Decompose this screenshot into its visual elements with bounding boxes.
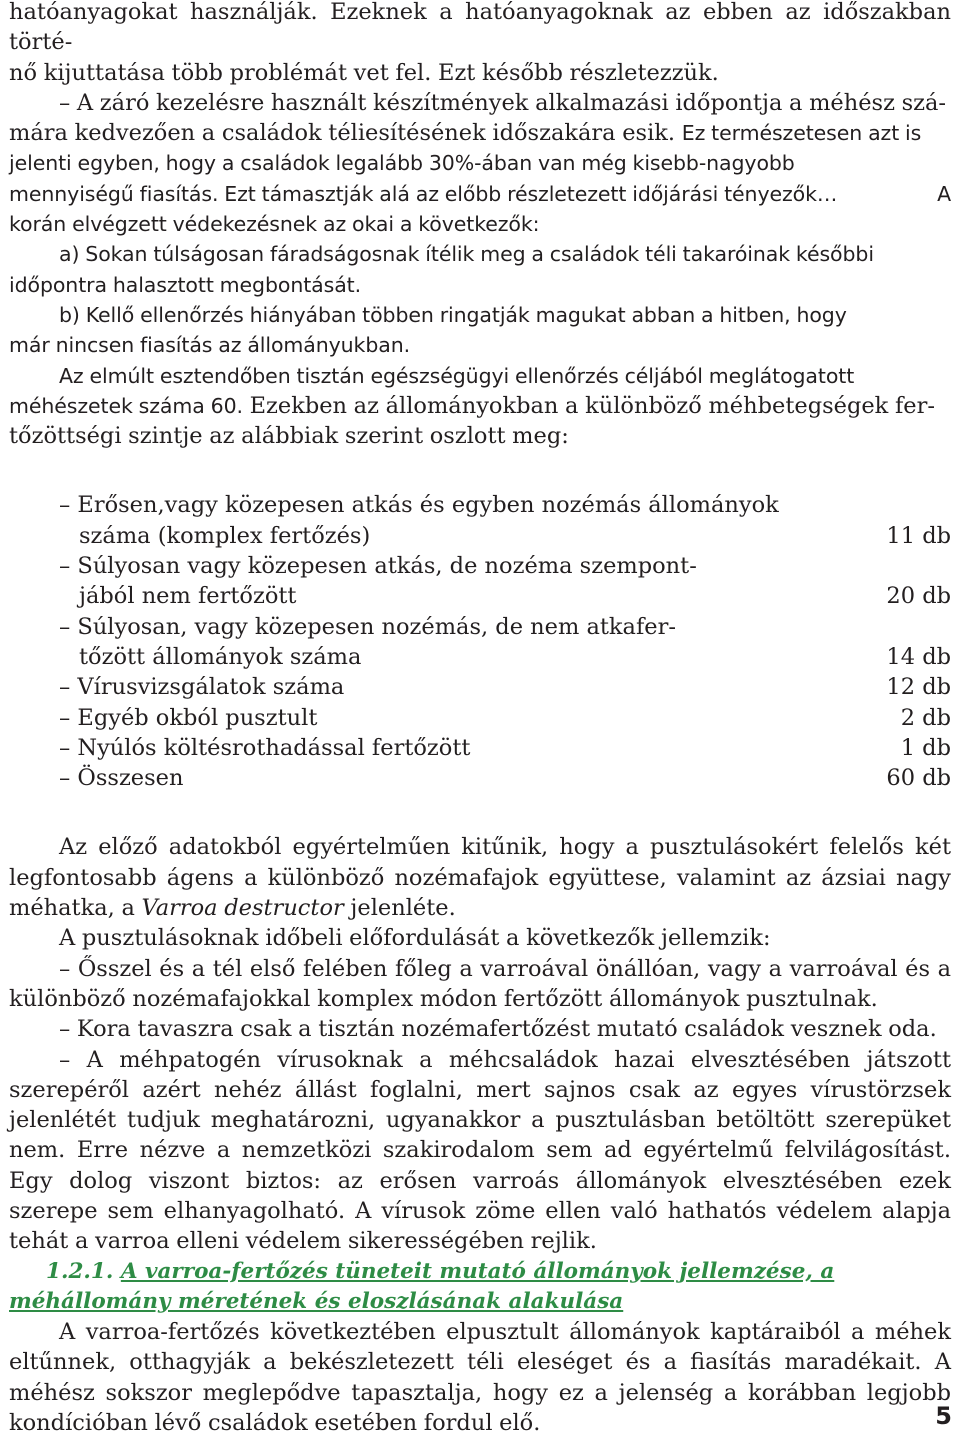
row-label: – Nyúlós költésrothadással fertőzött — [59, 734, 471, 761]
section-number: 1.2.1. — [46, 1258, 114, 1284]
species-name: Varroa destructor — [141, 895, 344, 922]
text-line: jelenti egyben, hogy a családok legalább 30%-ában van még kisebb-nagyobb — [9, 151, 795, 176]
section-heading — [9, 1257, 951, 1318]
section-title: A varroa-fertőzés tüneteit mutató állományok jellemzése, a méhállomány méretének és eloszlásának alakulása — [9, 1258, 835, 1314]
text-line: korán elvégzett védekezésnek az okai a következők: — [9, 212, 540, 237]
text-line: b) Kellő ellenőrzés hiányában többen ringatják magukat abban a hitben, hogy — [59, 302, 847, 327]
text-span: jelenléte. — [350, 895, 456, 922]
table-row — [9, 490, 951, 520]
row-value: 2 db — [900, 704, 951, 731]
paragraph: – Kora tavaszra csak a tisztán nozémafertőzést mutató családok vesznek oda. — [59, 1016, 937, 1043]
text-span: A — [937, 181, 951, 206]
text-span: Az előző adatokból egyértelműen kitűnik, hogy a pusztulásokért felelős két legfontosabb ágens a különböző nozémafajok együttese, valamint az ázsiai nagy méhatka, a — [9, 834, 951, 922]
paragraph — [9, 832, 951, 923]
text-line: – A záró kezelésre használt készítmények alkalmazási időpontja a méhész szá- — [59, 89, 947, 116]
table-row — [9, 672, 951, 702]
table-row — [9, 733, 951, 763]
text-line: időpontra halasztott megbontását. — [9, 272, 362, 297]
text-line: a) Sokan túlságosan fáradságosnak ítélik meg a családok téli takaróinak későbbi — [59, 242, 874, 267]
row-value: 60 db — [886, 765, 951, 792]
text-line — [9, 118, 951, 148]
row-label: tőzött állományok száma — [79, 643, 362, 670]
text-line: már nincsen fiasítás az állományukban. — [9, 333, 411, 358]
row-label: száma (komplex fertőzés) — [79, 522, 371, 549]
text-span: mára kedvezően a családok téliesítésének időszakára esik. — [9, 120, 676, 147]
table-row — [9, 521, 951, 551]
row-value: 20 db — [886, 583, 951, 610]
row-value: 11 db — [886, 522, 951, 549]
row-value: 14 db — [886, 643, 951, 670]
text-line: nő kijuttatása több problémát vet fel. Ezt később részletezzük. — [9, 59, 719, 86]
text-span: Ezekben az állományokban a különböző méhbetegségek fer- — [249, 392, 935, 419]
row-label: – Összesen — [59, 765, 184, 792]
table-row — [9, 642, 951, 672]
table-row — [9, 763, 951, 793]
row-label: jából nem fertőzött — [79, 583, 297, 610]
text-line: tőzöttségi szintje az alábbiak szerint oszlott meg: — [9, 423, 569, 450]
text-line: Az elmúlt esztendőben tisztán egészségügyi ellenőrzés céljából meglátogatott — [59, 363, 855, 388]
paragraph: – Ősszel és a tél első felében főleg a varroával önállóan, vagy a varroával és a különböző nozémafajokkal komplex módon fertőzött állományok pusztulnak. — [9, 955, 951, 1012]
text-line — [9, 391, 951, 421]
table-row — [9, 581, 951, 611]
page-number: 5 — [935, 1402, 952, 1430]
row-label: – Erősen,vagy közepesen atkás és egyben nozémás állományok — [59, 492, 779, 519]
table-row — [9, 703, 951, 733]
statistics-table — [9, 490, 951, 793]
row-label: – Vírusvizsgálatok száma — [59, 674, 345, 701]
table-row — [9, 551, 951, 581]
text-line — [9, 179, 951, 209]
row-label: – Egyéb okból pusztult — [59, 704, 318, 731]
text-span: Ez természetesen azt is — [681, 121, 922, 146]
analysis-block — [9, 832, 951, 1256]
row-label: – Súlyosan vagy közepesen atkás, de nozéma szempont- — [59, 553, 697, 580]
text-line: hatóanyagokat használják. Ezeknek a hatóanyagoknak az ebben az időszakban törté- — [9, 0, 951, 56]
paragraph: – A méhpatogén vírusoknak a méhcsaládok hazai elvesztésében játszott szerepéről azért nehéz állást foglalni, mert sajnos csak az egyes vírustörzsek jelenlétét tudjuk meghatározni, ugyanakkor a pusztulásban betöltött szerepüket nem. Erre nézve a nemzetközi szakirodalom sem ad egyértelmű felvilágosítást. Egy dolog viszont biztos: az erősen varroás állományok elvesztésében ezek szerepe sem elhanyagolható. A vírusok zöme ellen való hathatós védelem alapja tehát a varroa elleni védelem sikerességében rejlik. — [9, 1046, 951, 1255]
paragraph: A pusztulásoknak időbeli előfordulását a következők jellemzik: — [59, 925, 771, 952]
row-value: 1 db — [900, 734, 951, 761]
text-span: mennyiségű fiasítás. Ezt támasztják alá az előbb részletezett időjárási tényezők… — [9, 181, 838, 206]
row-value: 12 db — [886, 674, 951, 701]
intro-block — [9, 0, 951, 451]
table-row — [9, 612, 951, 642]
page-content — [9, 0, 951, 1438]
text-span: méhészetek száma 60. — [9, 393, 243, 418]
row-label: – Súlyosan, vagy közepesen nozémás, de nem atkafer- — [59, 613, 676, 640]
paragraph: A varroa-fertőzés következtében elpusztult állományok kaptáraiból a méhek eltűnnek, otthagyják a bekészletezett téli eleséget és a fiasítás maradékait. A méhész sokszor meglepődve tapasztalja, hogy ez a jelenség a korábban legjobb kondícióban lévő családok esetében fordul elő. — [9, 1319, 951, 1437]
